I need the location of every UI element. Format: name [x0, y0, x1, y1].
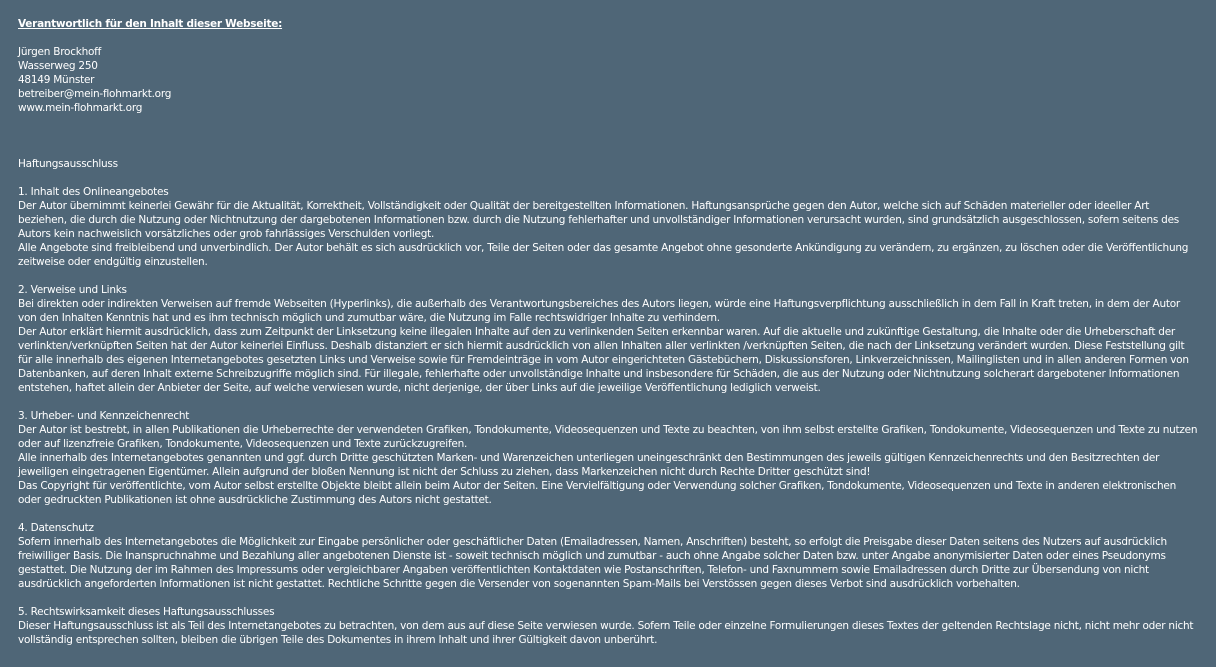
owner-name: Jürgen Brockhoff	[18, 46, 102, 58]
contact-address	[18, 45, 1198, 115]
section-paragraph: Bei direkten oder indirekten Verweisen auf fremde Webseiten (Hyperlinks), die außerhalb des Verantwortungsbereiches des Autors liegen, würde eine Haftungsverpflichtung ausschließlich in dem Fall in Kraft treten, in dem der Autor von den Inhalten Kenntnis hat und es ihm technisch möglich und zumutbar wäre, die Nutzung im Falle rechtswidriger Inhalte zu verhindern.	[18, 298, 1180, 324]
section-title: 1. Inhalt des Onlineangebotes	[18, 186, 169, 198]
section-copyright	[18, 409, 1198, 507]
section-privacy	[18, 521, 1198, 591]
section-paragraph: Der Autor übernimmt keinerlei Gewähr für die Aktualität, Korrektheit, Vollständigkeit oder Qualität der bereitgestellten Informationen. Haftungsansprüche gegen den Autor, welche sich auf Schäden materieller oder ideeller Art beziehen, die durch die Nutzung oder Nichtnutzung der dargebotenen Informationen bzw. durch die Nutzung fehlerhafter und unvollständiger Informationen verursacht wurden, sind grundsätzlich ausgeschlossen, sofern seitens des Autors kein nachweislich vorsätzliches oder grob fahrlässiges Verschulden vorliegt.	[18, 200, 1180, 240]
section-paragraph: Dieser Haftungsausschluss ist als Teil des Internetangebotes zu betrachten, von dem aus auf diese Seite verwiesen wurde. Sofern Teile oder einzelne Formulierungen dieses Textes der geltenden Rechtslage nicht, nicht mehr oder nicht vollständig entsprechen sollten, bleiben die übrigen Teile des Dokumentes in ihrem Inhalt und ihrer Gültigkeit davon unberührt.	[18, 620, 1194, 646]
section-title: 4. Datenschutz	[18, 522, 94, 534]
email-link[interactable]: betreiber@mein-flohmarkt.org	[18, 88, 172, 100]
street-address: Wasserweg 250	[18, 60, 98, 72]
section-paragraph: Der Autor ist bestrebt, in allen Publikationen die Urheberrechte der verwendeten Grafiken, Tondokumente, Videosequenzen und Texte zu beachten, von ihm selbst erstellte Grafiken, Tondokumente, Videosequenzen und Texte zu nutzen oder auf lizenzfreie Grafiken, Tondokumente, Videosequenzen und Texte zurückzugreifen.	[18, 424, 1198, 450]
section-title: 2. Verweise und Links	[18, 284, 127, 296]
disclaimer-title: Haftungsausschluss	[18, 158, 118, 170]
section-content	[18, 185, 1198, 269]
section-paragraph: Der Autor erklärt hiermit ausdrücklich, dass zum Zeitpunkt der Linksetzung keine illegalen Inhalte auf den zu verlinkenden Seiten erkennbar waren. Auf die aktuelle und zukünftige Gestaltung, die Inhalte oder die Urheberschaft der verlinkten/verknüpften Seiten hat der Autor keinerlei Einfluss. Deshalb distanziert er sich hiermit ausdrücklich von allen Inhalten aller verlinkten /verknüpften Seiten, die nach der Linksetzung verändert wurden. Diese Feststellung gilt für alle innerhalb des eigenen Internetangebotes gesetzten Links und Verweise sowie für Fremdeinträge in vom Autor eingerichteten Gästebüchern, Diskussionsforen, Linkverzeichnissen, Mailinglisten und in allen anderen Formen von Datenbanken, auf deren Inhalt externe Schreibzugriffe möglich sind. Für illegale, fehlerhafte oder unvollständige Inhalte und insbesondere für Schäden, die aus der Nutzung oder Nichtnutzung solcherart dargebotener Informationen entstehen, haftet allein der Anbieter der Seite, auf welche verwiesen wurde, nicht derjenige, der über Links auf die jeweilige Veröffentlichung lediglich verweist.	[18, 326, 1189, 394]
section-links	[18, 283, 1198, 395]
section-paragraph: Alle Angebote sind freibleibend und unverbindlich. Der Autor behält es sich ausdrücklich vor, Teile der Seiten oder das gesamte Angebot ohne gesonderte Ankündigung zu verändern, zu ergänzen, zu löschen oder die Veröffentlichung zeitweise oder endgültig einzustellen.	[18, 242, 1189, 268]
website-link[interactable]: www.mein-flohmarkt.org	[18, 102, 143, 114]
section-title: 3. Urheber- und Kennzeichenrecht	[18, 410, 190, 422]
impressum-page	[18, 17, 1198, 661]
section-paragraph: Sofern innerhalb des Internetangebotes die Möglichkeit zur Eingabe persönlicher oder geschäftlicher Daten (Emailadressen, Namen, Anschriften) besteht, so erfolgt die Preisgabe dieser Daten seitens des Nutzers auf ausdrücklich freiwilliger Basis. Die Inanspruchnahme und Bezahlung aller angebotenen Dienste ist - soweit technisch möglich und zumutbar - auch ohne Angabe solcher Daten bzw. unter Angabe anonymisierter Daten oder eines Pseudonyms gestattet. Die Nutzung der im Rahmen des Impressums oder vergleichbarer Angaben veröffentlichten Kontaktdaten wie Postanschriften, Telefon- und Faxnummern sowie Emailadressen durch Dritte zur Übersendung von nicht ausdrücklich angeforderten Informationen ist nicht gestattet. Rechtliche Schritte gegen die Versender von sogenannten Spam-Mails bei Verstössen gegen dieses Verbot sind ausdrücklich vorbehalten.	[18, 536, 1167, 590]
section-paragraph: Alle innerhalb des Internetangebotes genannten und ggf. durch Dritte geschützten Marken- und Warenzeichen unterliegen uneingeschränkt den Bestimmungen des jeweils gültigen Kennzeichenrechts und den Besitzrechten der jeweiligen eingetragenen Eigentümer. Allein aufgrund der bloßen Nennung ist nicht der Schluss zu ziehen, dass Markenzeichen nicht durch Rechte Dritter geschützt sind!	[18, 452, 1160, 478]
page-heading: Verantwortlich für den Inhalt dieser Webseite:	[18, 18, 283, 30]
section-title: 5. Rechtswirksamkeit dieses Haftungsausschlusses	[18, 606, 275, 618]
city-address: 48149 Münster	[18, 74, 95, 86]
section-validity	[18, 605, 1198, 647]
section-paragraph: Das Copyright für veröffentlichte, vom Autor selbst erstellte Objekte bleibt allein beim Autor der Seiten. Eine Vervielfältigung oder Verwendung solcher Grafiken, Tondokumente, Videosequenzen und Texte in anderen elektronischen oder gedruckten Publikationen ist ohne ausdrückliche Zustimmung des Autors nicht gestattet.	[18, 480, 1176, 506]
